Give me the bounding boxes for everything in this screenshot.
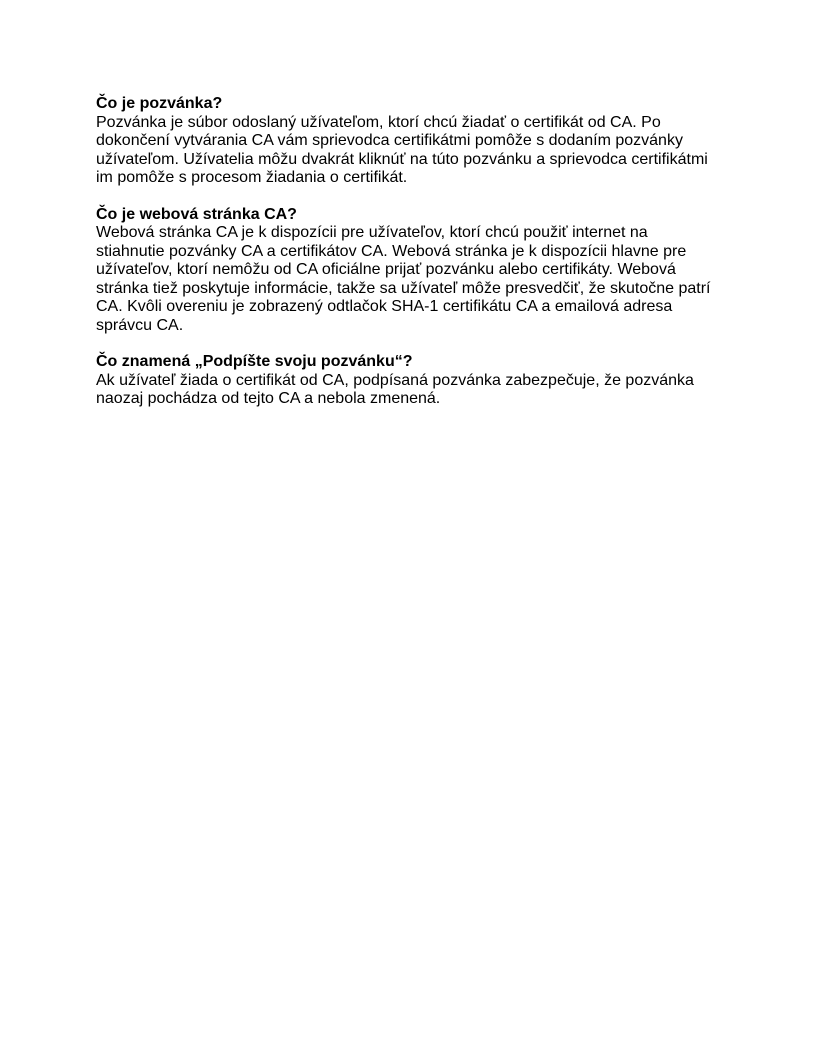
paragraph-line: Pozvánka je súbor odoslaný užívateľom, ktorí chcú žiadať o certifikát od CA. Po xyxy=(96,113,661,131)
paragraph-line: Webová stránka CA je k dispozícii pre užívateľov, ktorí chcú použiť internet na xyxy=(96,224,648,241)
paragraph-line: dokončení vytvárania CA vám sprievodca certifikátmi pomôže s dodaním pozvánky xyxy=(96,132,683,149)
paragraph-line: užívateľov, ktorí nemôžu od CA oficiálne prijať pozvánku alebo certifikáty. Webová xyxy=(96,261,676,278)
paragraph-line: stránka tiež poskytuje informácie, takže sa užívateľ môže presvedčiť, že skutočne patrí xyxy=(96,279,711,297)
paragraph-line: Ak užívateľ žiada o certifikát od CA, podpísaná pozvánka zabezpečuje, že pozvánka xyxy=(96,371,694,389)
paragraph-line: stiahnutie pozvánky CA a certifikátov CA. Webová stránka je k dispozícii hlavne pre xyxy=(96,242,687,260)
section-sign-your-invitation xyxy=(96,353,736,409)
paragraph-line: naozaj pochádza od tejto CA a nebola zmenená. xyxy=(96,390,441,407)
paragraph-line: im pomôže s procesom žiadania o certifikát. xyxy=(96,169,408,186)
section-heading: Čo znamená „Podpíšte svoju pozvánku“? xyxy=(96,353,413,370)
section-what-is-ca-website xyxy=(96,206,736,336)
section-heading: Čo je webová stránka CA? xyxy=(96,205,297,223)
document-content xyxy=(96,95,736,427)
paragraph-line: CA. Kvôli overeniu je zobrazený odtlačok SHA-1 certifikátu CA a emailová adresa xyxy=(96,298,673,315)
paragraph-line: užívateľom. Užívatelia môžu dvakrát kliknúť na túto pozvánku a sprievodca certifikátmi xyxy=(96,150,708,168)
section-heading: Čo je pozvánka? xyxy=(96,95,223,112)
section-what-is-invitation xyxy=(96,95,736,188)
paragraph-line: správcu CA. xyxy=(96,316,184,334)
